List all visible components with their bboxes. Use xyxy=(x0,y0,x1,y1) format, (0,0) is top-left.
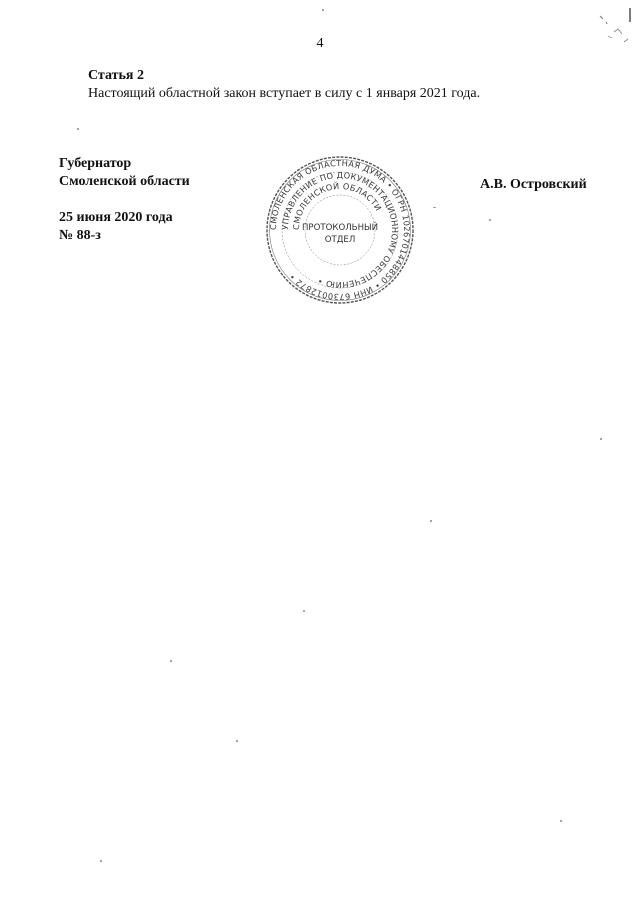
scan-corner-marks xyxy=(594,6,634,50)
official-stamp xyxy=(265,155,415,305)
scan-speck xyxy=(600,438,602,440)
scan-speck xyxy=(170,660,172,662)
signatory-name: А.В. Островский xyxy=(480,177,587,192)
signature-date: 25 июня 2020 года xyxy=(59,210,173,225)
scan-speck xyxy=(100,860,102,862)
stamp-seal-icon xyxy=(265,155,415,305)
signatory-position-line2: Смоленской области xyxy=(59,174,190,189)
signatory-position-line1: Губернатор xyxy=(59,156,132,171)
scan-speck xyxy=(303,610,305,612)
scan-artifact-icon xyxy=(594,6,634,50)
stamp-center-line2: ОТДЕЛ xyxy=(324,235,356,245)
scan-speck xyxy=(322,9,324,11)
law-number: № 88-з xyxy=(59,228,101,243)
scan-speck xyxy=(236,740,238,742)
stamp-outer-text: СМОЛЕНСКАЯ ОБЛАСТНАЯ ДУМА • ОГРН 1026701448850 • ИНН 6730012872 • xyxy=(267,157,413,303)
scan-speck xyxy=(433,207,436,208)
scan-speck xyxy=(489,219,491,221)
signature-spacer xyxy=(59,191,190,209)
signature-block xyxy=(59,155,190,245)
article-title: Статья 2 xyxy=(88,68,144,83)
scan-speck xyxy=(560,820,562,822)
stamp-center-line1: ПРОТОКОЛЬНЫЙ xyxy=(301,223,379,233)
scan-speck xyxy=(77,128,79,130)
stamp-inner-ring-text: СМОЛЕНСКОЙ ОБЛАСТИ xyxy=(290,180,384,231)
scan-speck xyxy=(430,520,432,522)
page-number: 4 xyxy=(316,36,324,51)
stamp-middle-text: УПРАВЛЕНИЕ ПО ДОКУМЕНТАЦИОННОМУ ОБЕСПЕЧЕНИЮ • xyxy=(279,169,401,291)
article-text: Настоящий областной закон вступает в силу с 1 января 2021 года. xyxy=(88,86,481,101)
